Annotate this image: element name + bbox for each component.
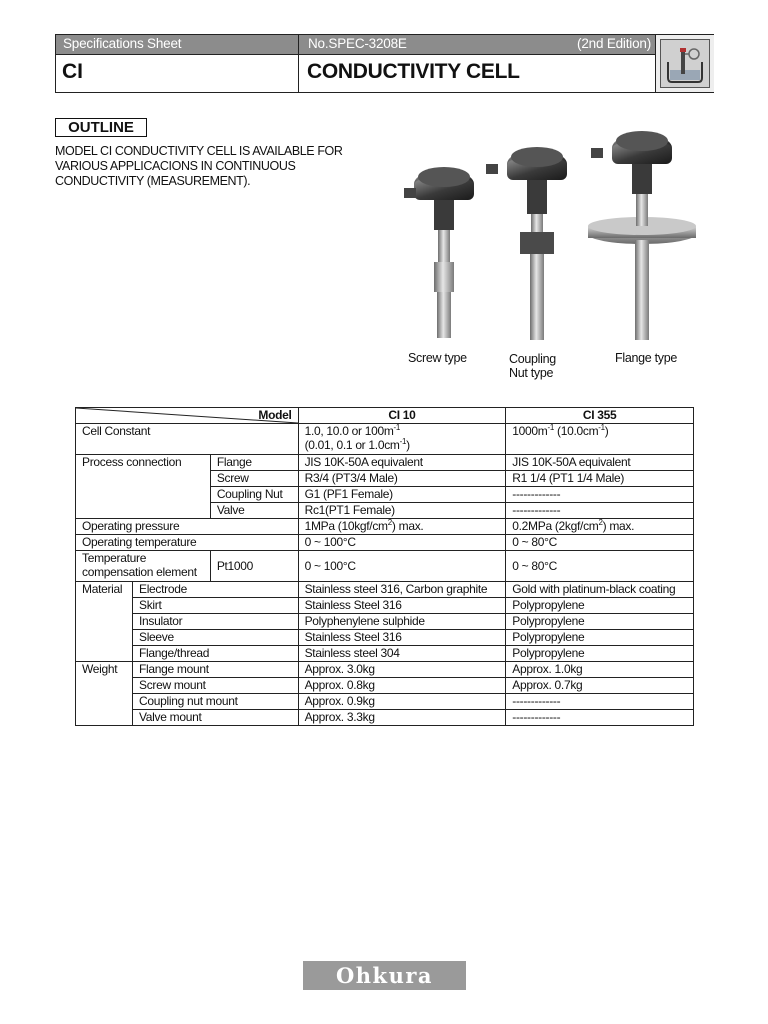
sub-label: Coupling Nut (210, 487, 298, 503)
pressure-ci10: 1MPa $(10kgf/cm^2)$ max. (298, 519, 506, 535)
outline-heading: OUTLINE (55, 118, 147, 137)
temperature-ci355: 0 ~ 80°C (506, 535, 694, 551)
sub-label: Coupling nut mount (132, 694, 298, 710)
sub-label: Flange mount (132, 662, 298, 678)
temperature-ci10: 0 ~ 100°C (298, 535, 506, 551)
table-row (76, 598, 694, 614)
spec-header (55, 34, 714, 93)
value-ci10: Stainless steel 304 (298, 646, 506, 662)
sub-label: Electrode (132, 582, 298, 598)
product-photos (384, 122, 704, 384)
row-label-cell-constant: Cell Constant (76, 424, 299, 455)
pressure-ci355: 0.2MPa $(2kgf/cm^2)$ max. (506, 519, 694, 535)
table-row-operating-temperature (76, 535, 694, 551)
value-ci355: Gold with platinum-black coating (506, 582, 694, 598)
sub-label: Skirt (132, 598, 298, 614)
sub-label: Valve (210, 503, 298, 519)
value-ci10: Stainless Steel 316 (298, 630, 506, 646)
cell-constant-ci10: 1.0, 10.0 or $100m^{-1}$ (0.01, 0.1 or $1.0cm^{-1}$) (298, 424, 506, 455)
table-row (76, 662, 694, 678)
value-ci355: Approx. 0.7kg (506, 678, 694, 694)
value-ci355: Polypropylene (506, 646, 694, 662)
header-bar (56, 35, 655, 54)
coupling-nut-type-cell-image (486, 147, 567, 340)
table-row (76, 614, 694, 630)
table-row-temperature-compensation (76, 551, 694, 582)
model-header-label: Model (258, 408, 292, 422)
table-row (76, 694, 694, 710)
table-row (76, 710, 694, 726)
value-ci355: ------------- (506, 710, 694, 726)
row-label-operating-temperature: Operating temperature (76, 535, 299, 551)
cell-constant-ci355: $1000m^{-1}$ $(10.0cm^{-1})$ (506, 424, 694, 455)
table-row-operating-pressure (76, 519, 694, 535)
table-header-row (76, 408, 694, 424)
value-ci355: R1 1/4 (PT1 1/4 Male) (506, 471, 694, 487)
value-ci10: Approx. 3.0kg (298, 662, 506, 678)
compensation-ci355: 0 ~ 80°C (506, 551, 694, 582)
caption-coupling-line1: Coupling (509, 352, 556, 366)
column-header-ci355: CI 355 (506, 408, 694, 424)
row-label-temperature-compensation: Temperature compensation element (76, 551, 211, 582)
sub-label: Flange/thread (132, 646, 298, 662)
table-row (76, 678, 694, 694)
value-ci10: Stainless Steel 316 (298, 598, 506, 614)
value-ci355: JIS 10K-50A equivalent (506, 455, 694, 471)
header-divider (56, 54, 655, 55)
value-ci355: Polypropylene (506, 630, 694, 646)
caption-screw-type: Screw type (408, 351, 467, 365)
column-header-ci10: CI 10 (298, 408, 506, 424)
table-row (76, 455, 694, 471)
sub-label: Sleeve (132, 630, 298, 646)
value-ci355: Polypropylene (506, 598, 694, 614)
row-label-process-connection: Process connection (76, 455, 211, 519)
header-column-divider (298, 35, 299, 92)
table-row-cell-constant (76, 424, 694, 455)
flange-type-cell-image (588, 131, 696, 340)
table-row (76, 630, 694, 646)
table-row (76, 582, 694, 598)
model-code: CI (62, 60, 83, 83)
outline-description: MODEL CI CONDUCTIVITY CELL IS AVAILABLE FOR VARIOUS APPLICACIONS IN CONTINUOUS CONDUCTIVITY (MEASUREMENT). (55, 144, 343, 188)
value-ci10: Rc1(PT1 Female) (298, 503, 506, 519)
product-title: CONDUCTIVITY CELL (307, 60, 520, 83)
value-ci10: Approx. 0.9kg (298, 694, 506, 710)
value-ci10: JIS 10K-50A equivalent (298, 455, 506, 471)
specification-table (75, 407, 694, 726)
caption-coupling-nut-type (509, 352, 556, 380)
model-header-cell (76, 408, 299, 424)
sub-label-pt1000: Pt1000 (210, 551, 298, 582)
row-label-operating-pressure: Operating pressure (76, 519, 299, 535)
row-label-material: Material (76, 582, 133, 662)
value-ci355: Approx. 1.0kg (506, 662, 694, 678)
conductivity-cell-icon (655, 35, 714, 92)
value-ci10: R3/4 (PT3/4 Male) (298, 471, 506, 487)
compensation-ci10: 0 ~ 100°C (298, 551, 506, 582)
value-ci10: Approx. 3.3kg (298, 710, 506, 726)
sheet-label: Specifications Sheet (63, 36, 182, 51)
edition-label: (2nd Edition) (577, 36, 651, 51)
spec-number: No.SPEC-3208E (308, 36, 407, 51)
row-label-weight: Weight (76, 662, 133, 726)
value-ci355: ------------- (506, 487, 694, 503)
sub-label: Valve mount (132, 710, 298, 726)
value-ci10: Stainless steel 316, Carbon graphite (298, 582, 506, 598)
sub-label: Insulator (132, 614, 298, 630)
value-ci355: ------------- (506, 694, 694, 710)
screw-type-cell-image (404, 167, 474, 338)
value-ci10: G1 (PF1 Female) (298, 487, 506, 503)
value-ci10: Approx. 0.8kg (298, 678, 506, 694)
sub-label: Screw mount (132, 678, 298, 694)
value-ci355: Polypropylene (506, 614, 694, 630)
value-ci10: Polyphenylene sulphide (298, 614, 506, 630)
caption-coupling-line2: Nut type (509, 366, 554, 380)
table-row (76, 646, 694, 662)
value-ci355: ------------- (506, 503, 694, 519)
sub-label: Flange (210, 455, 298, 471)
ohkura-logo: Ohkura (303, 961, 466, 990)
caption-flange-type: Flange type (615, 351, 678, 365)
sub-label: Screw (210, 471, 298, 487)
